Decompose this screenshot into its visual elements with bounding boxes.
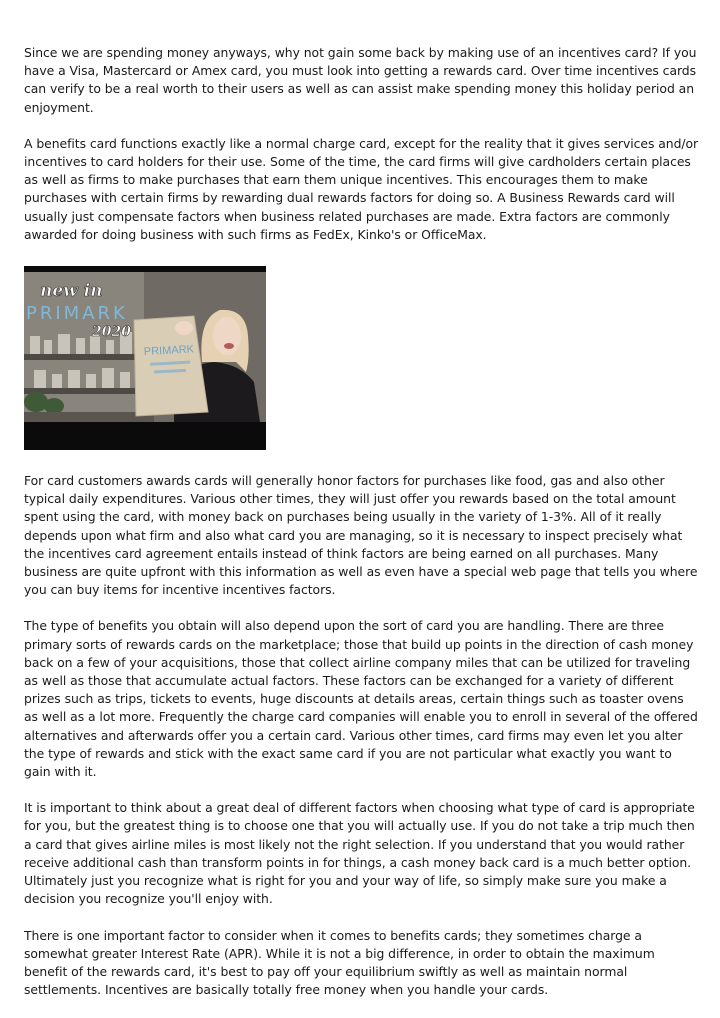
paragraph-reward-types: The type of benefits you obtain will also depend upon the sort of card you are handling. There are three primary sorts of rewards cards on the marketplace; those that build up points in the direction of cash money back on a few of your acquisitions, those that collect airline company miles that can be utilized for traveling as well as those that accumulate actual factors. These factors can be exchanged for a variety of different prizes such as trips, tickets to events, huge discounts at details areas, certain things such as toaster ovens as well as a lot more. Frequently the charge card companies will enable you to enroll in several of the offered alternatives and afterwards offer you a certain card. Various other times, card firms may even let you alter the type of rewards and stick with the exact same card if you are not particular what exactly you want to gain with it. bbox=[24, 618, 698, 780]
video-thumbnail[interactable] bbox=[24, 266, 266, 450]
bag-brand-text: PRIMARK bbox=[143, 343, 195, 359]
thumbnail-line-year: 2020 bbox=[92, 324, 131, 341]
thumbnail-illustration bbox=[24, 266, 266, 450]
paragraph-intro: Since we are spending money anyways, why not gain some back by making use of an incentives card? If you have a Visa, Mastercard or Amex card, you must look into getting a rewards card. Over time incentives cards can verify to be a real worth to their users as well as can assist make spending money this holiday period an enjoyment. bbox=[24, 45, 697, 115]
thumbnail-line-brand: PRIMARK bbox=[26, 303, 128, 325]
thumbnail-line-new-in: new in bbox=[40, 281, 103, 302]
article-body bbox=[24, 44, 700, 999]
paragraph-how-it-works: A benefits card functions exactly like a normal charge card, except for the reality that it gives services and/or incentives to card holders for their use. Some of the time, the card firms will give cardholders certain places as well as firms to make purchases that earn them unique incentives. This encourages them to make purchases with certain firms by rewarding dual rewards factors for doing so. A Business Rewards card will usually just compensate factors when business related purchases are made. Extra factors are commonly awarded for doing business with such firms as FedEx, Kinko's or OfficeMax. bbox=[24, 135, 699, 242]
paragraph-everyday-rewards: For card customers awards cards will generally honor factors for purchases like food, gas and also other typical daily expenditures. Various other times, they will just offer you rewards based on the total amount spent using the card, with money back on purchases being usually in the variety of 1-3%. All of it really depends upon what firm and also what card you are managing, so it is necessary to inspect precisely what the incentives card agreement entails instead of think factors are being earned on all purchases. Many business are quite upfront with this information as well as even have a special web page that tells you where you can buy items for incentive incentives factors. bbox=[24, 473, 698, 598]
paragraph-interest-rate: There is one important factor to consider when it comes to benefits cards; they sometimes charge a somewhat greater Interest Rate (APR). While it is not a big difference, in order to obtain the maximum benefit of the rewards card, it's best to pay off your equilibrium swiftly as well as maintain normal settlements. Incentives are basically totally free money when you handle your cards. bbox=[24, 927, 655, 998]
paragraph-choosing-card: It is important to think about a great deal of different factors when choosing what type of card is appropriate for you, but the greatest thing is to choose one that you will actually use. If you do not take a trip much then a card that gives airline miles is most likely not the right selection. If you understand that you would rather receive additional cash than transform points in for things, a cash money back card is a much better option. Ultimately just you recognize what is right for you and your way of life, so simply make sure you make a decision you recognize you'll enjoy with. bbox=[24, 800, 695, 907]
